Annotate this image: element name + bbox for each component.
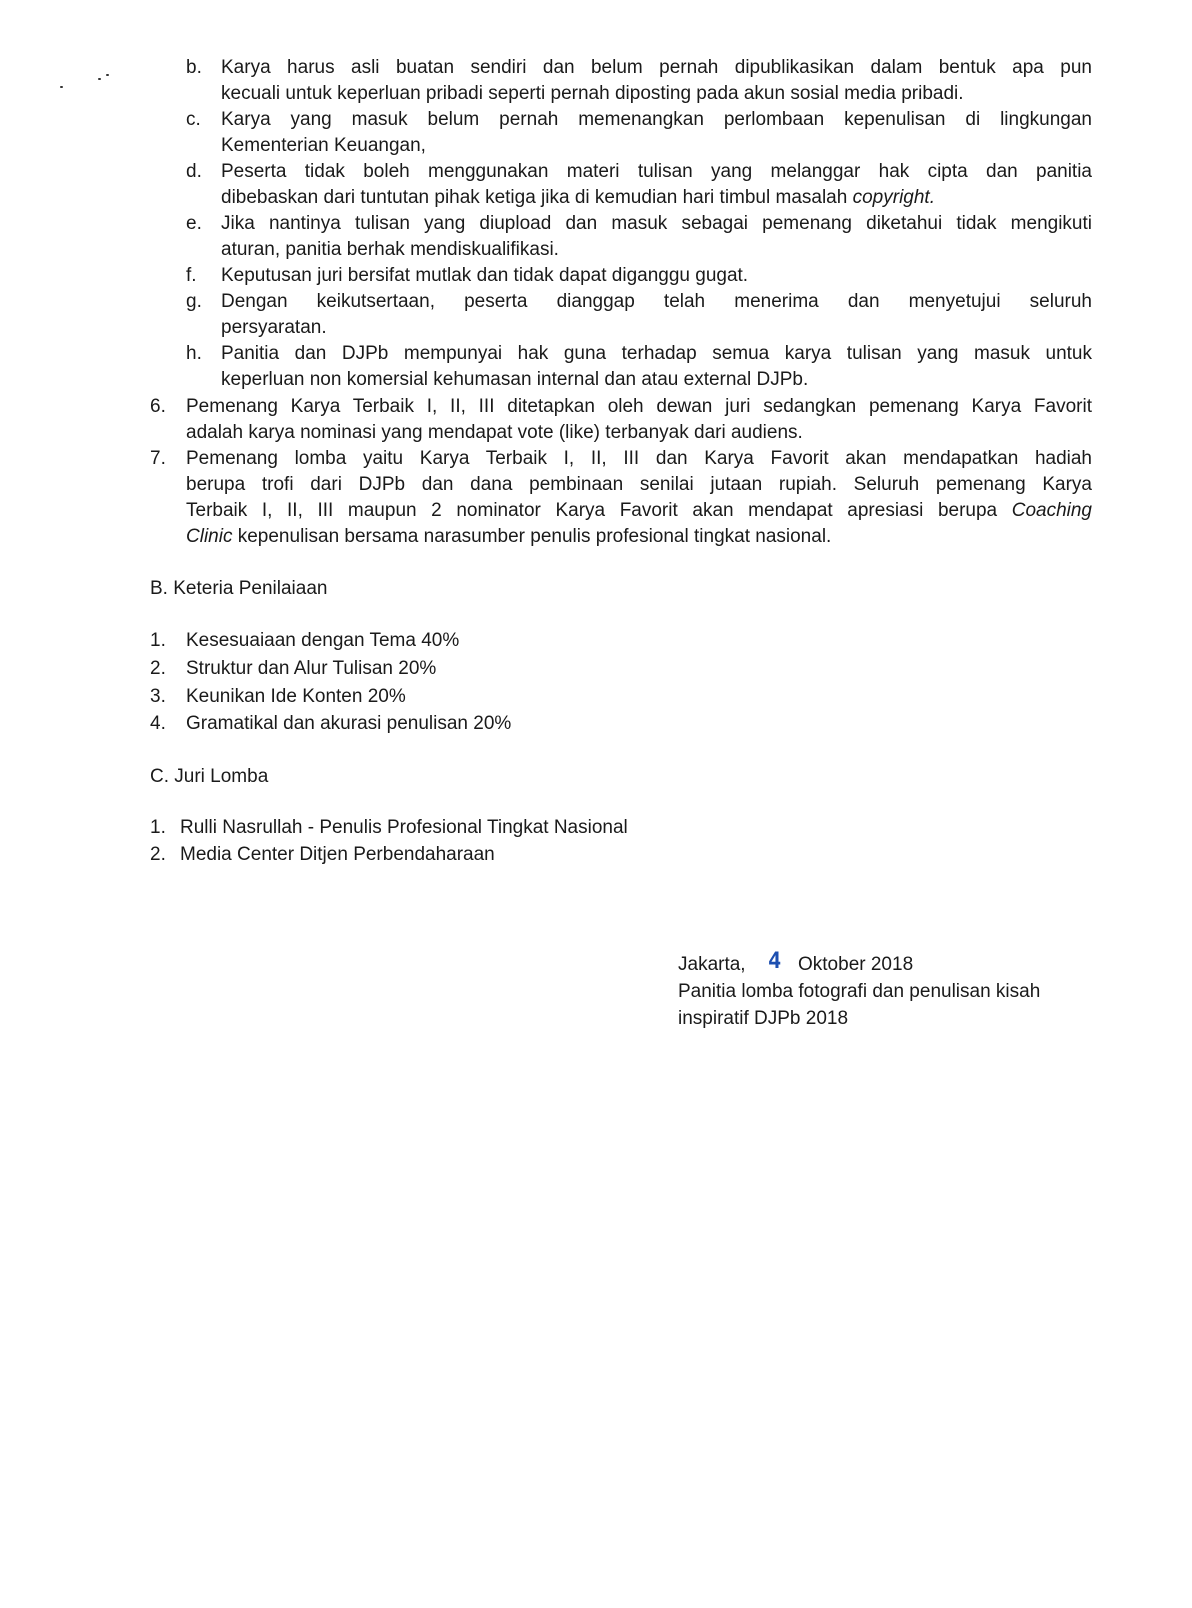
list-text: keperluan non komersial kehumasan internal dan atau external DJPb. (221, 369, 809, 390)
list-text: kepenulisan bersama narasumber penulis profesional tingkat nasional. (237, 526, 832, 547)
signature-text: inspiratif DJPb 2018 (678, 1008, 849, 1029)
list-marker: c. (186, 109, 201, 130)
list-text: Pemenang Karya Terbaik I, II, III ditetapkan oleh dewan juri sedangkan pemenang Karya Favorit (186, 396, 1092, 417)
list-text: Rulli Nasrullah - Penulis Profesional Tingkat Nasional (180, 817, 628, 838)
list-marker: f. (186, 265, 197, 286)
list-text: Jika nantinya tulisan yang diupload dan masuk sebagai pemenang diketahui tidak mengikuti (221, 213, 1092, 234)
list-text-wrap (221, 185, 935, 211)
list-text: dibebaskan dari tuntutan pihak ketiga jika di kemudian hari timbul masalah (221, 187, 848, 208)
list-marker: 6. (150, 396, 166, 417)
list-text: Kementerian Keuangan, (221, 135, 426, 156)
list-text: Panitia dan DJPb mempunyai hak guna terhadap semua karya tulisan yang masuk untuk (221, 343, 1092, 364)
list-marker: h. (186, 343, 202, 364)
list-marker: b. (186, 57, 202, 78)
list-marker: 2. (150, 658, 166, 679)
list-text: Karya yang masuk belum pernah memenangkan perlombaan kepenulisan di lingkungan (221, 109, 1092, 130)
list-text: persyaratan. (221, 317, 327, 338)
list-text: Terbaik I, II, III maupun 2 nominator Karya Favorit akan mendapat apresiasi berupa (186, 500, 998, 521)
list-text: Peserta tidak boleh menggunakan materi tulisan yang melanggar hak cipta dan panitia (221, 161, 1092, 182)
list-marker: 4. (150, 713, 166, 734)
list-text: adalah karya nominasi yang mendapat vote (like) terbanyak dari audiens. (186, 422, 803, 443)
list-text: Karya harus asli buatan sendiri dan belum pernah dipublikasikan dalam bentuk apa pun (221, 57, 1092, 78)
section-heading: C. Juri Lomba (150, 766, 269, 787)
handwritten-day: 4 (768, 949, 782, 974)
list-marker: 2. (150, 844, 166, 865)
list-marker: g. (186, 291, 202, 312)
scan-specks (60, 72, 120, 96)
list-text: Kesesuaiaan dengan Tema 40% (186, 630, 460, 651)
list-text: Keunikan Ide Konten 20% (186, 686, 406, 707)
italic-term: Clinic (186, 526, 233, 547)
list-marker: 7. (150, 448, 166, 469)
list-marker: 1. (150, 630, 166, 651)
list-marker: 3. (150, 686, 166, 707)
list-text: aturan, panitia berhak mendiskualifikasi. (221, 239, 559, 260)
list-text: Keputusan juri bersifat mutlak dan tidak dapat diganggu gugat. (221, 265, 749, 286)
list-text: Dengan keikutsertaan, peserta dianggap telah menerima dan menyetujui seluruh (221, 291, 1092, 312)
list-marker: 1. (150, 817, 166, 838)
italic-term: Coaching (1011, 500, 1092, 521)
list-marker: e. (186, 213, 202, 234)
signature-month-year: Oktober 2018 (798, 954, 914, 975)
list-marker: d. (186, 161, 202, 182)
list-text: Struktur dan Alur Tulisan 20% (186, 658, 437, 679)
list-text-wrap (186, 524, 831, 550)
list-text-wrap (186, 498, 1092, 524)
signature-city: Jakarta, (678, 954, 746, 975)
italic-term: copyright. (852, 187, 935, 208)
list-text: berupa trofi dari DJPb dan dana pembinaan senilai jutaan rupiah. Seluruh pemenang Karya (186, 474, 1092, 495)
list-text: Pemenang lomba yaitu Karya Terbaik I, II, III dan Karya Favorit akan mendapatkan hadiah (186, 448, 1092, 469)
list-text: Gramatikal dan akurasi penulisan 20% (186, 713, 512, 734)
section-heading: B. Keteria Penilaiaan (150, 578, 328, 599)
signature-text: Panitia lomba fotografi dan penulisan kisah (678, 981, 1041, 1002)
list-text: kecuali untuk keperluan pribadi seperti pernah diposting pada akun sosial media pribadi. (221, 83, 964, 104)
list-text: Media Center Ditjen Perbendaharaan (180, 844, 495, 865)
